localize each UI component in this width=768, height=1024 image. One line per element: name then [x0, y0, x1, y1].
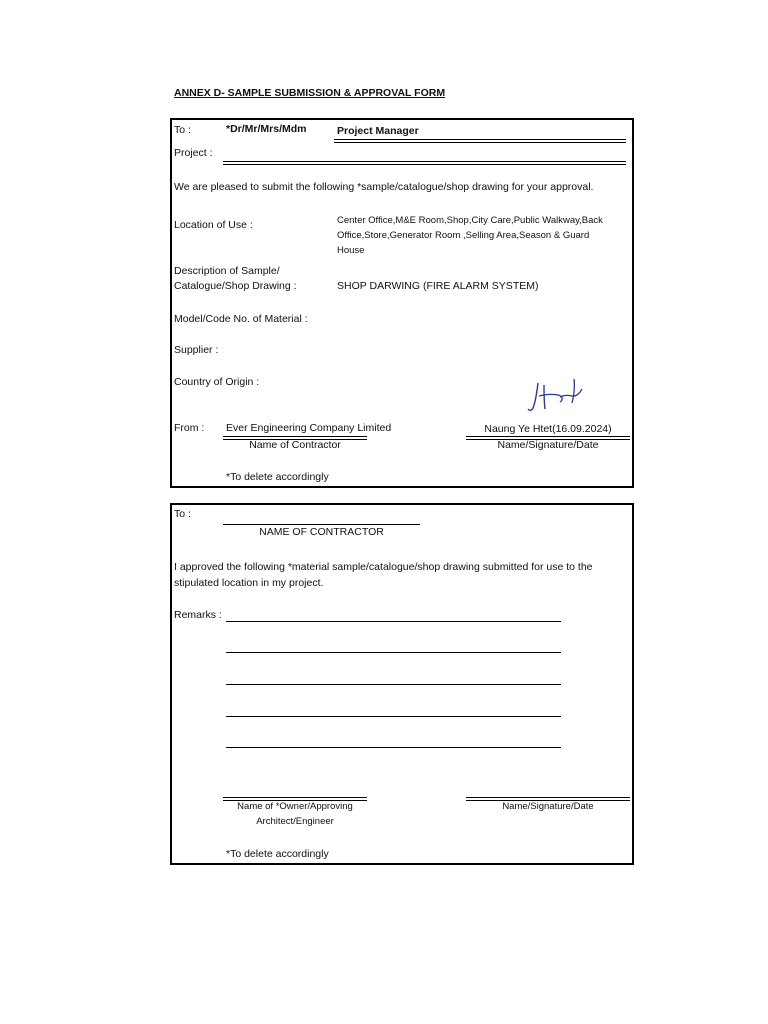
approval-statement: I approved the following *material sample/catalogue/shop drawing submitted for use to the stipulated location in my project.	[174, 561, 593, 589]
intro-text: We are pleased to submit the following *sample/catalogue/shop drawing for your approval.	[174, 181, 594, 193]
remarks-label: Remarks :	[174, 609, 222, 621]
contractor-name: Ever Engineering Company Limited	[226, 422, 392, 434]
approval-contractor-caption: NAME OF CONTRACTOR	[259, 526, 384, 538]
approval-contractor-line	[223, 524, 420, 525]
from-label: From :	[174, 422, 205, 434]
supplier-label: Supplier :	[174, 344, 219, 356]
remarks-line	[226, 747, 561, 748]
remarks-line	[226, 684, 561, 685]
owner-caption-line1: Name of *Owner/Approving	[237, 801, 353, 812]
approval-to-label: To :	[174, 508, 191, 520]
description-label-line2: Catalogue/Shop Drawing :	[174, 280, 297, 292]
remarks-line	[226, 716, 561, 717]
form-title: ANNEX D- SAMPLE SUBMISSION & APPROVAL FORM	[174, 87, 446, 99]
location-value: Center Office,M&E Room,Shop,City Care,Public Walkway,Back Office,Store,Generator Room ,Selling Area,Season & Guard House	[337, 215, 603, 256]
signer-name-date: Naung Ye Htet(16.09.2024)	[484, 423, 612, 435]
salutation: *Dr/Mr/Mrs/Mdm	[226, 123, 307, 135]
recipient-underline	[334, 139, 626, 143]
signer-caption: Name/Signature/Date	[497, 439, 599, 451]
delete-note: *To delete accordingly	[226, 471, 329, 483]
description-value: SHOP DARWING (FIRE ALARM SYSTEM)	[337, 280, 539, 292]
project-field-line	[223, 161, 626, 165]
remarks-line	[226, 652, 561, 653]
to-label: To :	[174, 124, 191, 136]
approval-delete-note: *To delete accordingly	[226, 848, 329, 860]
owner-caption-line2: Architect/Engineer	[256, 816, 334, 827]
approval-signature-caption: Name/Signature/Date	[502, 801, 594, 812]
remarks-line	[226, 621, 561, 622]
handwritten-signature	[524, 377, 588, 417]
project-label: Project :	[174, 147, 213, 159]
location-label: Location of Use :	[174, 219, 253, 231]
country-label: Country of Origin :	[174, 376, 260, 388]
recipient-name: Project Manager	[337, 125, 419, 137]
contractor-caption: Name of Contractor	[249, 439, 341, 451]
description-label-line1: Description of Sample/	[174, 265, 280, 277]
model-label: Model/Code No. of Material :	[174, 313, 308, 325]
